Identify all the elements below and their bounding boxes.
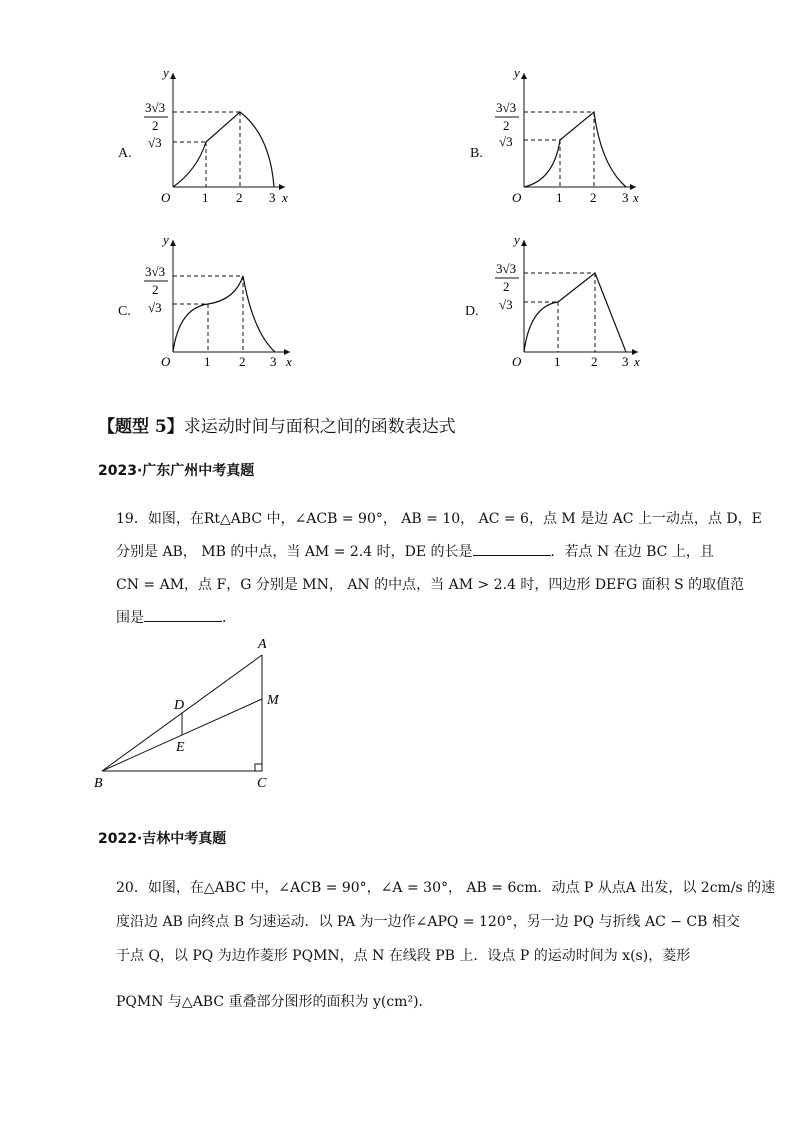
tick-3: 3 (269, 190, 276, 205)
q19-line-2 (116, 536, 762, 569)
y-label: y (163, 65, 169, 80)
peak-numerator: 3√3 (496, 261, 517, 276)
tick-3: 3 (270, 354, 277, 369)
origin-label: O (512, 354, 522, 369)
q19-line-3: CN = AM，点 F，G 分别是 MN， AN 的中点，当 AM > 2.4 时，四边形 DEFG 面积 S 的取值范 (116, 577, 745, 593)
origin-label: O (512, 190, 522, 205)
peak-denominator: 2 (503, 279, 510, 294)
q19-line-2a: 分别是 AB， MB 的中点，当 AM = 2.4 时，DE 的长是 (116, 544, 473, 560)
origin-label: O (161, 190, 171, 205)
mid-label: √3 (499, 134, 513, 149)
section-heading (98, 412, 456, 437)
q20-line-1: 20．如图，在△ABC 中，∠ACB = 90°，∠A = 30°， AB = 6cm．动点 P 从点A 出发，以 2cm/s 的速 (116, 880, 776, 896)
y-label: y (163, 232, 169, 247)
section-title: 求运动时间与面积之间的函数表达式 (183, 417, 456, 437)
peak-denominator: 2 (152, 118, 159, 133)
mid-label: √3 (148, 300, 162, 315)
option-d-label: D. (465, 304, 479, 319)
tick-1: 1 (202, 190, 209, 205)
mid-label: √3 (148, 135, 162, 150)
right-angle-mark (255, 764, 262, 771)
x-label: x (634, 354, 640, 369)
q19-line-4a: 围是 (116, 610, 144, 626)
graph-option-a (135, 65, 305, 210)
origin-label: O (161, 354, 171, 369)
option-b-label: B. (470, 146, 483, 161)
graph-option-b (486, 65, 656, 210)
answer-blank-2[interactable] (144, 607, 222, 622)
x-label: x (282, 190, 288, 205)
bracket-close: 】 (166, 417, 184, 437)
mid-label: √3 (499, 297, 513, 312)
function-curve (173, 276, 275, 352)
q20-text (116, 871, 775, 1019)
bracket-open: 【 (98, 417, 115, 437)
y-label: y (514, 232, 520, 247)
triangle-figure (88, 630, 288, 790)
tick-3: 3 (622, 354, 629, 369)
q20-source: 2022·吉林中考真题 (98, 831, 227, 847)
peak-denominator: 2 (152, 282, 159, 297)
q20-line-2: 度沿边 AB 向终点 B 匀速运动．以 PA 为一边作∠APQ = 120°，另一边 PQ 与折线 AC − CB 相交 (116, 914, 740, 930)
q19-source: 2023·广东广州中考真题 (98, 463, 255, 479)
q19-line-4b: ． (222, 610, 236, 626)
peak-denominator: 2 (503, 118, 510, 133)
tick-1: 1 (204, 354, 211, 369)
label-a: A (258, 637, 267, 652)
tick-2: 2 (239, 354, 246, 369)
y-label: y (514, 65, 520, 80)
q19-text (116, 503, 762, 635)
q19-line-2b: ．若点 N 在边 BC 上，且 (550, 544, 714, 560)
type-label: 题型 5 (115, 417, 167, 437)
label-b: B (94, 776, 103, 790)
peak-numerator: 3√3 (145, 264, 166, 279)
graph-option-d (486, 232, 656, 377)
function-curve (173, 112, 274, 187)
tick-2: 2 (590, 190, 597, 205)
peak-numerator: 3√3 (145, 100, 166, 115)
label-d: D (174, 698, 185, 713)
q19-line-1: 19．如图，在Rt△ABC 中，∠ACB = 90°， AB = 10， AC = 6，点 M 是边 AC 上一动点，点 D，E (116, 511, 762, 527)
tick-1: 1 (556, 190, 563, 205)
function-curve (524, 273, 626, 352)
x-label: x (286, 354, 292, 369)
function-curve (524, 112, 626, 187)
label-e: E (176, 740, 185, 755)
tick-2: 2 (236, 190, 243, 205)
peak-numerator: 3√3 (496, 100, 517, 115)
label-m: M (267, 693, 279, 708)
label-c: C (257, 776, 267, 790)
graph-option-c (135, 232, 305, 377)
option-c-label: C. (118, 304, 131, 319)
tick-2: 2 (591, 354, 598, 369)
q20-line-4: PQMN 与△ABC 重叠部分图形的面积为 y(cm²)． (116, 994, 433, 1010)
tick-3: 3 (622, 190, 629, 205)
q20-line-3: 于点 Q，以 PQ 为边作菱形 PQMN，点 N 在线段 PB 上．设点 P 的运动时间为 x(s)，菱形 (116, 948, 691, 964)
answer-blank-1[interactable] (473, 541, 551, 556)
tick-1: 1 (554, 354, 561, 369)
option-a-label: A. (118, 146, 132, 161)
x-label: x (633, 190, 639, 205)
